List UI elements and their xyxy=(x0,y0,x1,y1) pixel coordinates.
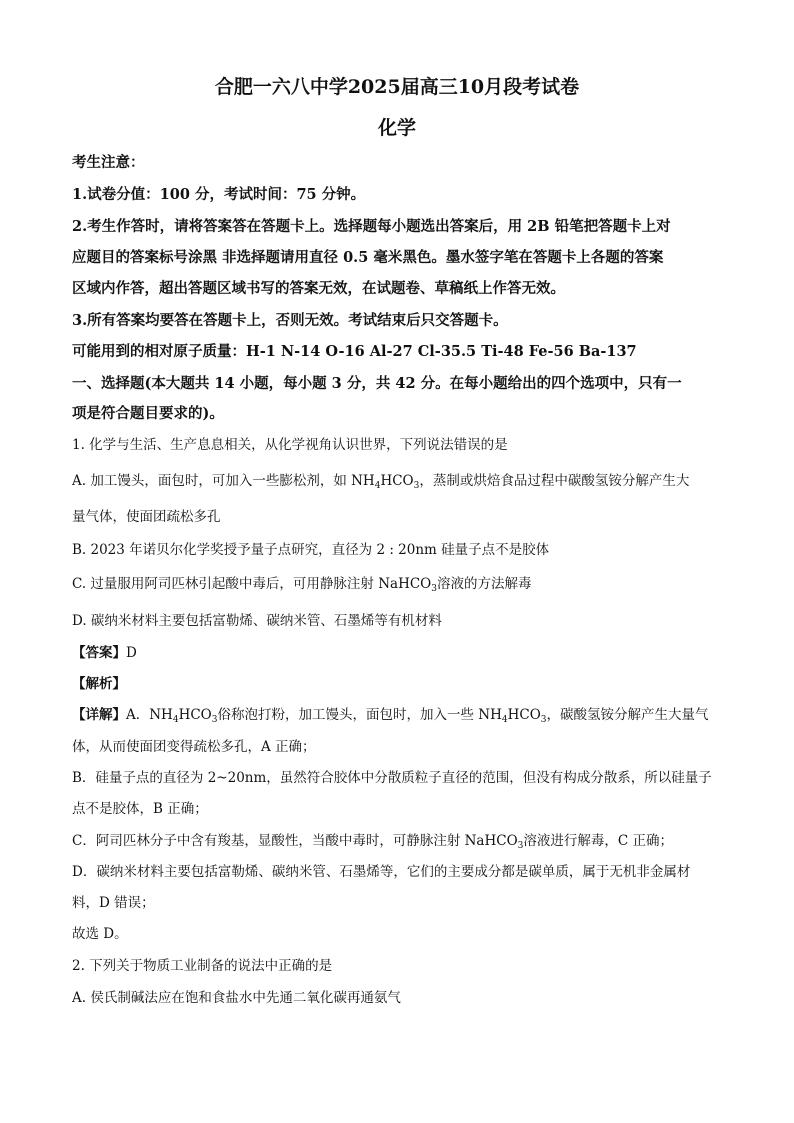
answer-line xyxy=(72,641,137,661)
question-1-option-d: D. 碳纳米材料主要包括富勒烯、碳纳米管、石墨烯等有机材料 xyxy=(72,613,442,629)
question-1-option-c: C. 过量服用阿司匹林引起酸中毒后，可用静脉注射 NaHCO$_3$溶液的方法解毒 xyxy=(72,576,532,594)
notice-3: 3.所有答案均要答在答题卡上，否则无效。考试结束后只交答题卡。 xyxy=(72,312,508,329)
analysis-label: 【解析】 xyxy=(72,676,126,692)
explanation-a-cont: 体，从而使面团变得疏松多孔，A 正确； xyxy=(72,739,316,755)
section-heading: 一、选择题(本大题共 14 小题，每小题 3 分，共 42 分。在每小题给出的四个选项中，只有一 xyxy=(72,375,682,392)
explanation-b-cont: 点不是胶体，B 正确； xyxy=(72,801,208,817)
question-2-stem: 2. 下列关于物质工业制备的说法中正确的是 xyxy=(72,958,333,974)
notice-2-cont: 应题目的答案标号涂黑 非选择题请用直径 0.5 毫米黑色。墨水签字笔在答题卡上各题的答案 xyxy=(72,249,664,266)
notice-heading: 考生注意： xyxy=(72,154,145,171)
detail-label: 【详解】 xyxy=(72,707,126,723)
notice-2: 2.考生作答时，请将答案答在答题卡上。选择题每小题选出答案后，用 2B 铅笔把答题卡上对 xyxy=(72,218,671,235)
notice-2-cont2: 区域内作答，超出答题区域书写的答案无效，在试题卷、草稿纸上作答无效。 xyxy=(72,280,565,297)
explanation-c: C．阿司匹林分子中含有羧基，显酸性，当酸中毒时，可静脉注射 NaHCO$_3$溶液进行解毒，C 正确； xyxy=(72,833,674,851)
explanation-a: 【详解】A．$NH_4HCO_3$俗称泡打粉，加工馒头，面包时，加入一些 $NH_4HCO_3$，碳酸氢铵分解产生大量气 xyxy=(72,707,709,725)
conclusion: 故选 D。 xyxy=(72,926,128,942)
notice-1: 1.试卷分值：100 分，考试时间：75 分钟。 xyxy=(72,186,366,203)
explanation-b: B．硅量子点的直径为 2~20nm，虽然符合胶体中分散质粒子直径的范围，但没有构成分散系，所以硅量子 xyxy=(72,770,712,786)
question-1-option-b: B. 2023 年诺贝尔化学奖授予量子点研究，直径为 2 : 20nm 硅量子点不是胶体 xyxy=(72,542,550,558)
atomic-masses: 可能用到的相对原子质量：H-1 N-14 O-16 Al-27 Cl-35.5 Ti-48 Fe-56 Ba-137 xyxy=(72,343,637,360)
question-1-option-a-cont: 量气体，使面团疏松多孔 xyxy=(72,509,221,525)
explanation-d-cont: 料，D 错误； xyxy=(72,895,155,911)
exam-title: 合肥一六八中学2025届高三10月段考试卷 xyxy=(214,76,580,98)
answer-label: 【答案】 xyxy=(72,645,126,661)
question-1-stem: 1. 化学与生活、生产息息相关，从化学视角认识世界，下列说法错误的是 xyxy=(72,437,508,453)
subject-title: 化学 xyxy=(377,117,416,139)
section-heading-cont: 项是符合题目要求的)。 xyxy=(72,405,224,422)
question-1-option-a: A. 加工馒头，面包时，可加入一些膨松剂，如 $NH_4HCO_3$，蒸制或烘焙食品过程中碳酸氢铵分解产生大 xyxy=(72,473,690,491)
answer-value: D xyxy=(126,645,137,661)
question-2-option-a: A. 侯氏制碱法应在饱和食盐水中先通二氧化碳再通氨气 xyxy=(72,990,401,1006)
explanation-d: D．碳纳米材料主要包括富勒烯、碳纳米管、石墨烯等，它们的主要成分都是碳单质，属于无机非金属材 xyxy=(72,864,691,880)
